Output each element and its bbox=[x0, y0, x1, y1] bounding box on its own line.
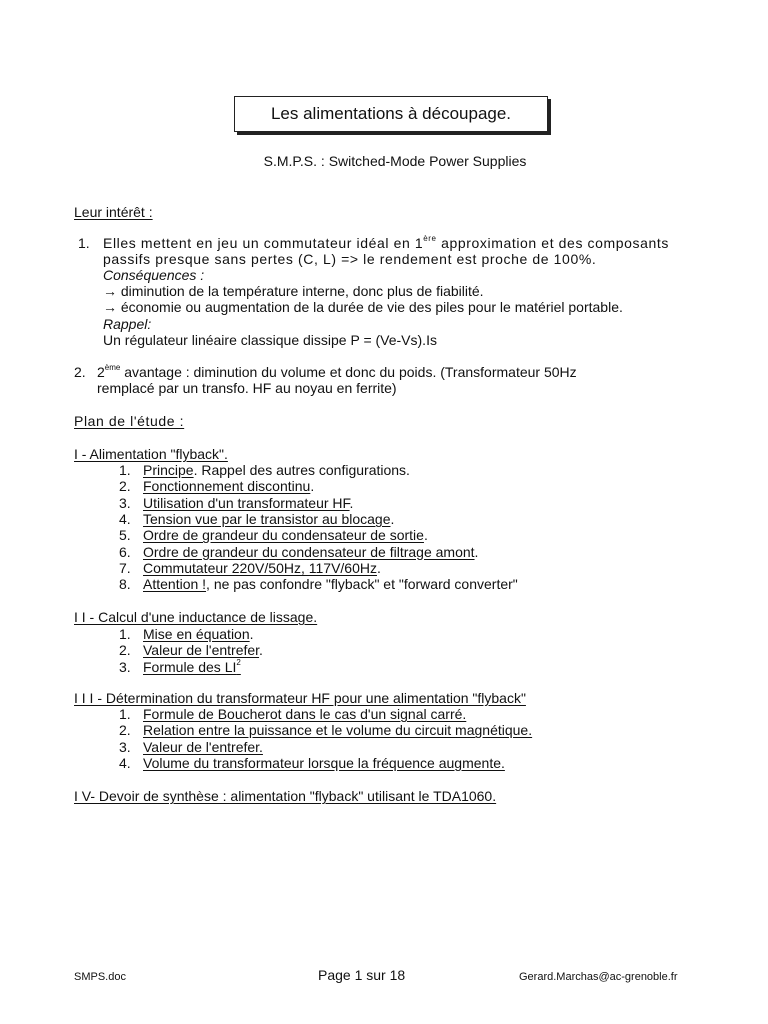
list-item-rest: . Rappel des autres configurations. bbox=[193, 462, 410, 478]
list-item-number: 1. bbox=[119, 462, 131, 478]
list-item bbox=[143, 739, 263, 755]
list-item-rest: . bbox=[259, 642, 263, 659]
list-item-number: 1. bbox=[119, 706, 131, 722]
list-item-number: 5. bbox=[119, 527, 131, 544]
section-1-heading: I - Alimentation "flyback". bbox=[74, 446, 228, 462]
list-item-number: 8. bbox=[119, 576, 131, 593]
superscript: 2 bbox=[236, 657, 241, 667]
footer-page-number: Page 1 sur 18 bbox=[318, 967, 406, 983]
list-item bbox=[143, 495, 353, 511]
list-item-rest: . bbox=[349, 494, 354, 511]
rappel-label: Rappel: bbox=[103, 316, 152, 332]
section-3-heading: I I I - Détermination du transformateur HF pour une alimentation "flyback" bbox=[74, 690, 526, 706]
list-item-rest: , ne pas confondre "flyback" et "forward converter" bbox=[206, 576, 518, 593]
list-item-rest: . bbox=[474, 543, 479, 560]
interet-item2-line1: 2ème avantage : diminution du volume et donc du poids. (Transformateur 50Hz bbox=[97, 363, 577, 380]
list-item-link[interactable]: Ordre de grandeur du condensateur de sortie bbox=[143, 527, 424, 544]
section-4-heading: I V- Devoir de synthèse : alimentation "flyback" utilisant le TDA1060. bbox=[74, 788, 497, 804]
document-title: Les alimentations à découpage. bbox=[270, 104, 512, 123]
list-item-number: 3. bbox=[119, 658, 131, 675]
list-item-link[interactable]: Fonctionnement discontinu bbox=[143, 478, 311, 495]
list-item-number: 4. bbox=[119, 510, 131, 527]
list-item bbox=[143, 659, 241, 675]
list-item-number: 4. bbox=[119, 754, 131, 771]
list-item bbox=[143, 755, 505, 771]
list-item-link[interactable]: Tension vue par le transistor au blocage bbox=[143, 510, 391, 527]
list-item-link[interactable]: Principe bbox=[143, 462, 194, 478]
interet-item1-line1: Elles mettent en jeu un commutateur idéal en 1ère approximation et des composants bbox=[103, 234, 670, 251]
interet-item2-line2: remplacé par un transfo. HF au noyau en ferrite) bbox=[97, 380, 397, 396]
consequence-1: → diminution de la température interne, donc plus de fiabilité. bbox=[103, 283, 484, 299]
list-item-link[interactable]: Volume du transformateur lorsque la fréquence augmente. bbox=[143, 754, 505, 771]
list-item bbox=[143, 544, 478, 560]
consequences-label: Conséquences : bbox=[103, 267, 205, 283]
list-item-number: 3. bbox=[119, 738, 131, 755]
interet-item2-number: 2. bbox=[74, 364, 86, 380]
list-item-link[interactable]: Relation entre la puissance et le volume du circuit magnétique. bbox=[143, 722, 533, 739]
interet-item1-line2: passifs presque sans pertes (C, L) => le rendement est proche de 100%. bbox=[103, 251, 597, 267]
document-title-box bbox=[234, 96, 548, 132]
list-item-number: 7. bbox=[119, 559, 131, 576]
list-item-number: 3. bbox=[119, 494, 131, 511]
list-item bbox=[143, 722, 532, 738]
list-item-link[interactable]: Utilisation d'un transformateur HF bbox=[143, 494, 350, 511]
list-item-rest: . bbox=[376, 559, 381, 576]
list-item-link[interactable]: Mise en équation bbox=[143, 626, 250, 642]
consequence-2: → économie ou augmentation de la durée de vie des piles pour le matériel portable. bbox=[103, 299, 623, 315]
footer-email: Gerard.Marchas@ac-grenoble.fr bbox=[519, 971, 678, 983]
rappel-text: Un régulateur linéaire classique dissipe P = (Ve-Vs).Is bbox=[103, 332, 437, 348]
list-item bbox=[143, 462, 410, 478]
list-item bbox=[143, 511, 394, 527]
list-item bbox=[143, 706, 466, 722]
interet-heading: Leur intérêt : bbox=[74, 204, 153, 220]
list-item bbox=[143, 560, 381, 576]
section-2-heading: I I - Calcul d'une inductance de lissage. bbox=[74, 609, 318, 625]
list-item-number: 2. bbox=[119, 722, 131, 739]
list-item-link[interactable]: Formule de Boucherot dans le cas d'un signal carré. bbox=[143, 706, 467, 722]
list-item-link[interactable]: Valeur de l'entrefer. bbox=[143, 738, 263, 755]
list-item-link[interactable]: Formule des $LI^2$ bbox=[143, 657, 241, 675]
list-item bbox=[143, 576, 518, 592]
list-item-rest: . bbox=[310, 478, 315, 495]
list-item-rest: . bbox=[249, 626, 254, 642]
list-item-link[interactable]: Attention ! bbox=[143, 576, 207, 593]
list-item bbox=[143, 626, 254, 642]
footer-filename: SMPS.doc bbox=[74, 971, 126, 983]
list-item-link[interactable]: Ordre de grandeur du condensateur de filtrage amont bbox=[143, 543, 475, 560]
list-item-number: 6. bbox=[119, 543, 131, 560]
plan-heading: Plan de l'étude : bbox=[74, 413, 185, 429]
list-item-rest: . bbox=[390, 510, 395, 527]
interet-item1-number: 1. bbox=[78, 235, 90, 251]
list-item-number: 2. bbox=[119, 478, 131, 495]
document-subtitle: S.M.P.S. : Switched-Mode Power Supplies bbox=[263, 153, 527, 169]
list-item-link[interactable]: Valeur de l'entrefer bbox=[143, 642, 260, 659]
list-item-number: 2. bbox=[119, 642, 131, 659]
list-item-link[interactable]: Commutateur 220V/50Hz, 117V/60Hz bbox=[143, 559, 377, 576]
list-item bbox=[143, 478, 314, 494]
list-item bbox=[143, 642, 263, 658]
list-item bbox=[143, 527, 428, 543]
list-item-rest: . bbox=[423, 527, 428, 544]
list-item-number: 1. bbox=[119, 626, 131, 642]
